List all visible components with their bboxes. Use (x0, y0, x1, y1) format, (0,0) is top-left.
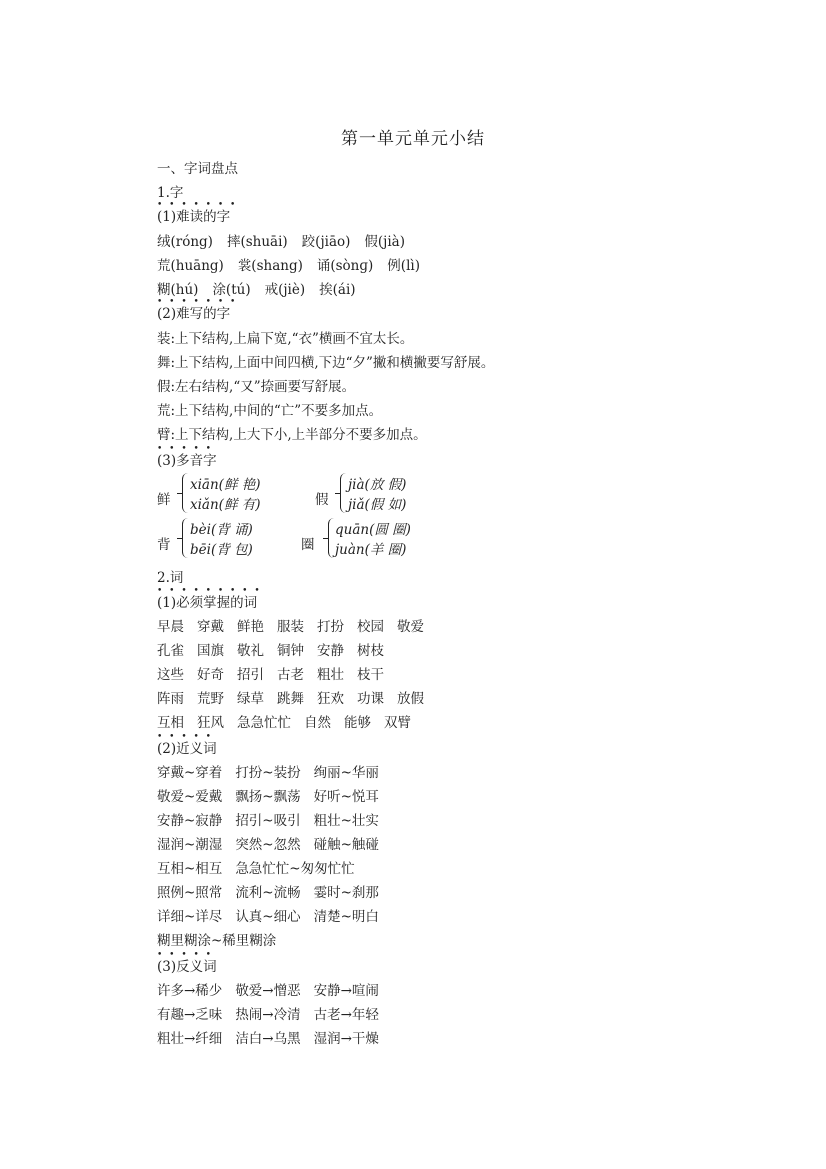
word-item: 自然 (304, 715, 331, 731)
word-item: 绒(róng) (157, 234, 213, 250)
synonym-row (157, 884, 392, 902)
synonym-row (157, 860, 368, 878)
brace (328, 518, 334, 558)
word-pair: 敬爱~爱戴 (157, 789, 223, 805)
polyphonic-char: 鲜 (157, 492, 171, 508)
brace (182, 518, 188, 558)
emphasis-dots: • • • • • (157, 444, 213, 454)
subheading-characters: 1.字 (157, 185, 184, 201)
word-pair: 安静~寂静 (157, 813, 223, 829)
word-item: 孔雀 (157, 643, 184, 659)
antonym-row (157, 982, 392, 1000)
word-item: 戒(jiè) (264, 282, 306, 298)
word-item: 荒(huāng) (157, 258, 224, 274)
emphasis-dots: • • • • • • • (157, 200, 238, 210)
heading-polyphonic: (3)多音字 (157, 453, 217, 469)
word-pair: 穿戴~穿着 (157, 765, 223, 781)
word-item: 诵(sònɡ) (316, 258, 374, 274)
word-pair: 湿润~潮湿 (157, 837, 223, 853)
word-item: 古老 (277, 667, 304, 683)
word-pair: 碰触~触碰 (313, 837, 379, 853)
heading-hard-to-read: (1)难读的字 (157, 209, 231, 225)
synonym-row (157, 788, 392, 806)
writing-note: 臂:上下结构,上大下小,上半部分不要多加点。 (157, 427, 427, 443)
word-item: 急急忙忙 (237, 715, 291, 731)
vocab-row (157, 666, 397, 684)
word-pair: 突然~忽然 (235, 837, 301, 853)
heading-hard-to-write: (2)难写的字 (157, 306, 231, 322)
writing-note: 荒:上下结构,中间的“亡”不要多加点。 (157, 403, 383, 419)
heading-antonyms: (3)反义词 (157, 959, 217, 975)
word-item: 挨(ái) (319, 282, 356, 298)
word-item: 狂风 (197, 715, 224, 731)
word-item: 招引 (237, 667, 264, 683)
word-item: 早晨 (157, 619, 184, 635)
emphasis-dots: • • • • • (157, 950, 213, 960)
reading-a: jià(放 假) (348, 477, 407, 493)
word-pair: 粗壮→纤细 (157, 1031, 223, 1047)
vocab-row (157, 642, 397, 660)
word-item: 打扮 (317, 619, 344, 635)
word-pair: 安静→喧闹 (313, 983, 379, 999)
word-pair: 有趣→乏味 (157, 1007, 223, 1023)
word-item: 跤(jiāo) (301, 234, 351, 250)
reading-a: bèi(背 诵) (190, 522, 253, 538)
emphasis-dots: • • • • • (157, 732, 213, 742)
word-item: 这些 (157, 667, 184, 683)
reading-a: quān(圆 圈) (335, 522, 411, 538)
word-item: 粗壮 (317, 667, 344, 683)
word-item: 安静 (317, 643, 344, 659)
word-pair: 热闹→冷清 (235, 1007, 301, 1023)
vocab-row (157, 714, 424, 732)
word-item: 功课 (357, 691, 384, 707)
word-item: 跳舞 (277, 691, 304, 707)
polyphonic-char: 假 (315, 492, 329, 508)
word-pair: 打扮~装扮 (235, 765, 301, 781)
word-pair: 粗壮~壮实 (313, 813, 379, 829)
brace (182, 473, 188, 513)
synonym-row (157, 812, 392, 830)
word-pair: 绚丽~华丽 (313, 765, 379, 781)
antonym-row (157, 1030, 392, 1048)
synonym-row (157, 764, 392, 782)
reading-b: jiǎ(假 如) (348, 497, 407, 513)
word-item: 糊(hú) (157, 282, 199, 298)
subheading-words: 2.词 (157, 570, 184, 586)
word-item: 穿戴 (197, 619, 224, 635)
word-item: 涂(tú) (212, 282, 251, 298)
vocab-row (157, 618, 437, 636)
word-pair: 招引~吸引 (235, 813, 301, 829)
word-item: 放假 (397, 691, 424, 707)
word-item: 国旗 (197, 643, 224, 659)
emphasis-dots: • • • • • • • (157, 297, 238, 307)
word-pair: 霎时~刹那 (313, 885, 379, 901)
brace (340, 473, 346, 513)
writing-note: 假:左右结构,“又”捺画要写舒展。 (157, 379, 356, 395)
page-title: 第一单元单元小结 (341, 129, 485, 149)
hard-read-row (157, 233, 419, 251)
word-item: 裳(shang) (237, 258, 303, 274)
word-item: 能够 (344, 715, 371, 731)
heading-must-master: (1)必须掌握的词 (157, 595, 258, 611)
word-item: 枝干 (357, 667, 384, 683)
word-pair: 湿润→干燥 (313, 1031, 379, 1047)
word-item: 校园 (357, 619, 384, 635)
word-item: 绿草 (237, 691, 264, 707)
word-item: 摔(shuāi) (226, 234, 288, 250)
word-item: 服装 (277, 619, 304, 635)
hard-read-row (157, 257, 434, 275)
word-item: 假(jià) (364, 234, 405, 250)
word-pair: 急急忙忙~匆匆忙忙 (235, 861, 355, 877)
emphasis-dots: • • • • • • • • • (157, 586, 262, 596)
word-pair: 飘扬~飘荡 (235, 789, 301, 805)
word-pair: 详细~详尽 (157, 909, 223, 925)
word-item: 好奇 (197, 667, 224, 683)
word-pair: 认真~细心 (235, 909, 301, 925)
word-item: 敬爱 (397, 619, 424, 635)
vocab-row (157, 690, 437, 708)
synonym-row (157, 908, 392, 926)
polyphonic-char: 背 (157, 537, 171, 553)
section-heading-words: 一、字词盘点 (157, 161, 238, 177)
word-pair: 清楚~明白 (313, 909, 379, 925)
word-item: 树枝 (357, 643, 384, 659)
word-item: 鲜艳 (237, 619, 264, 635)
word-pair: 古老→年轻 (313, 1007, 379, 1023)
heading-synonyms: (2)近义词 (157, 741, 217, 757)
word-item: 敬礼 (237, 643, 264, 659)
reading-b: bēi(背 包) (190, 542, 253, 558)
word-item: 互相 (157, 715, 184, 731)
writing-note: 舞:上下结构,上面中间四横,下边“夕”撇和横撇要写舒展。 (157, 355, 495, 371)
word-pair: 敬爱→憎恶 (235, 983, 301, 999)
word-pair: 流利~流畅 (235, 885, 301, 901)
word-pair: 许多→稀少 (157, 983, 223, 999)
word-item: 双臂 (384, 715, 411, 731)
word-pair: 糊里糊涂~稀里糊涂 (157, 933, 277, 949)
word-item: 荒野 (197, 691, 224, 707)
word-item: 铜钟 (277, 643, 304, 659)
antonym-row (157, 1006, 392, 1024)
reading-a: xiān(鲜 艳) (190, 477, 261, 493)
reading-b: juàn(羊 圈) (335, 542, 407, 558)
word-pair: 洁白→乌黑 (235, 1031, 301, 1047)
writing-note: 装:上下结构,上扁下宽,“衣”横画不宜太长。 (157, 331, 414, 347)
reading-b: xiǎn(鲜 有) (190, 497, 261, 513)
word-pair: 照例~照常 (157, 885, 223, 901)
word-item: 阵雨 (157, 691, 184, 707)
synonym-row (157, 932, 289, 950)
word-item: 例(lì) (387, 258, 420, 274)
synonym-row (157, 836, 392, 854)
word-pair: 互相~相互 (157, 861, 223, 877)
word-item: 狂欢 (317, 691, 344, 707)
polyphonic-char: 圈 (301, 537, 315, 553)
word-pair: 好听~悦耳 (313, 789, 379, 805)
